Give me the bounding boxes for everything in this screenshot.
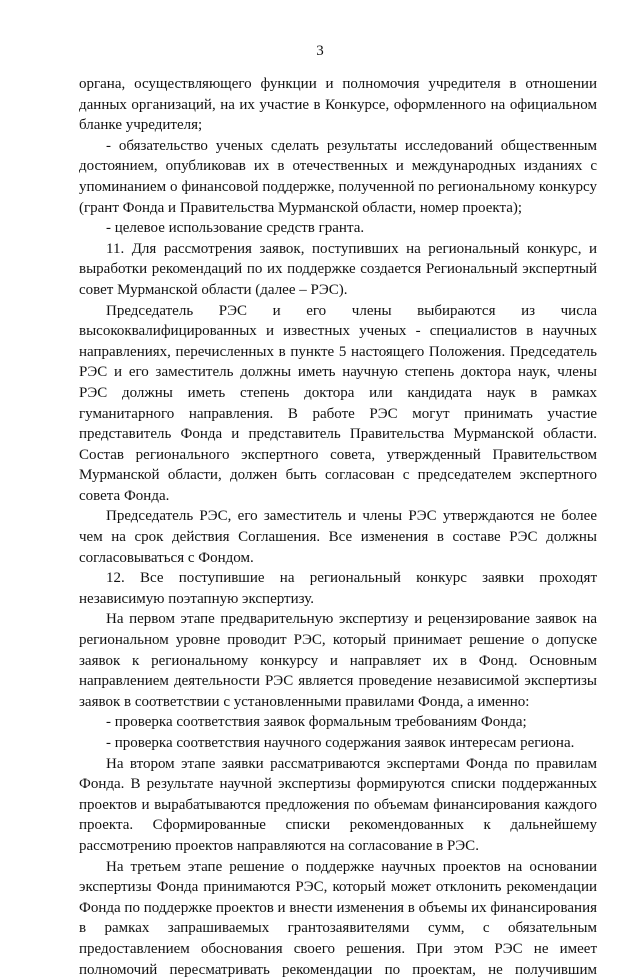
paragraph-res-chairman: Председатель РЭС и его члены выбираются из числа высококвалифицированных и известных ученых - специалистов в научных направлениях, перечисленных в пункте 5 настоящего Положения. Председатель РЭС и его заместитель должны иметь научную степень доктора наук, члены РЭС должны иметь степень доктора или кандидата наук в рамках гуманитарного направления. В работе РЭС могут принимать участие представитель Фонда и представитель Правительства Мурманской области. Состав регионального экспертного совета, утвержденный Правительством Мурманской области, должен быть согласован с председателем экспертного совета Фонда.	[79, 302, 597, 504]
paragraph-continuation: органа, осуществляющего функции и полномочия учредителя в отношении данных организаций, на их участие в Конкурсе, оформленного на официальном бланке учредителя;	[79, 76, 597, 134]
paragraph-target-use: - целевое использование средств гранта.	[106, 220, 365, 237]
page-number: 3	[316, 43, 324, 59]
paragraph-stage-one: На первом этапе предварительную экспертизу и рецензирование заявок на региональном уровне проводит РЭС, который принимает решение о допуске заявок к региональному конкурсу и направляет их в Фонд. Основным направлением деятельности РЭС является проведение независимой экспертизы заявок в соответствии с установленными правилами Фонда, а именно:	[79, 611, 597, 710]
paragraph-stage-three: На третьем этапе решение о поддержке научных проектов на основании экспертизы Фонда принимаются РЭС, который может отклонить рекомендации Фонда по поддержке проектов и внести изменения в объемы их финансирования в рамках запрашиваемых грантозаявителями сумм, с обязательным предоставлением обоснования своего решения. При этом РЭС не имеет полномочий пересматривать рекомендации по проектам, не получившим	[79, 858, 597, 978]
paragraph-check-formal: - проверка соответствия заявок формальным требованиям Фонда;	[106, 714, 527, 731]
paragraph-check-content: - проверка соответствия научного содержания заявок интересам региона.	[106, 735, 575, 751]
paragraph-obligation-publish: - обязательство ученых сделать результаты исследований общественным достоянием, опубликовав их в отечественных и международных изданиях с упоминанием о финансовой поддержке, полученной по региональному конкурсу (грант Фонда и Правительства Мурманской области, номер проекта);	[79, 137, 597, 216]
paragraph-clause-11: 11. Для рассмотрения заявок, поступивших на региональный конкурс, и выработки рекомендаций по их поддержке создается Региональный экспертный совет Мурманской области (далее – РЭС).	[79, 240, 597, 298]
paragraph-clause-12: 12. Все поступившие на региональный конкурс заявки проходят независимую поэтапную экспертизу.	[79, 570, 597, 607]
document-body	[79, 74, 597, 980]
paragraph-res-approval: Председатель РЭС, его заместитель и члены РЭС утверждаются не более чем на срок действия Соглашения. Все изменения в составе РЭС должны согласовываться с Фондом.	[79, 508, 597, 566]
paragraph-stage-two: На втором этапе заявки рассматриваются экспертами Фонда по правилам Фонда. В результате научной экспертизы формируются списки поддержанных проектов и вырабатываются предложения по объемам финансирования каждого проекта. Сформированные списки рекомендованных к дальнейшему рассмотрению проектов направляются на согласование в РЭС.	[79, 755, 597, 854]
